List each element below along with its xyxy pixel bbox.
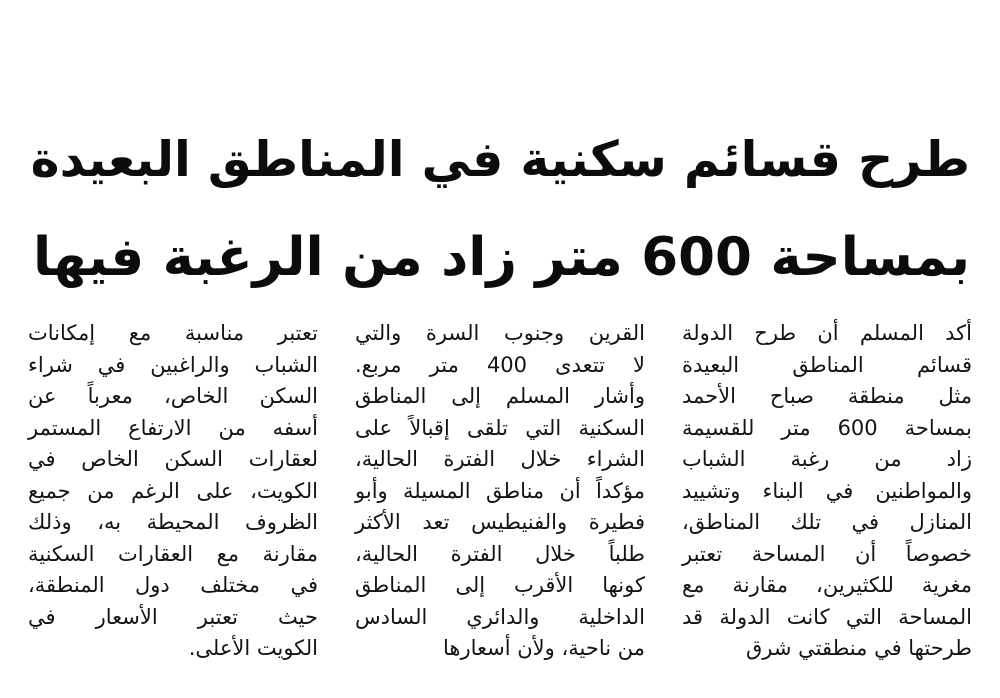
article-line: القرين وجنوب السرة والتي — [355, 321, 645, 345]
article-line: زاد من رغبة الشباب — [682, 447, 972, 471]
article-line: بمساحة 600 متر للقسيمة — [682, 415, 972, 440]
article-line: لعقارات السكن الخاص في — [28, 447, 318, 471]
article-line: الظروف المحيطة به، وذلك — [28, 510, 318, 534]
article-line: والمواطنين في البناء وتشييد — [682, 478, 972, 503]
article-line: من ناحية، ولأن أسعارها — [443, 636, 645, 660]
article-line: فطيرة والفنيطيس تعد الأكثر — [355, 510, 645, 534]
article-line: الكويت الأعلى. — [188, 636, 318, 660]
article-line: السكنية التي تلقى إقبالاً على — [355, 415, 645, 440]
article-column-3 — [28, 318, 318, 678]
article-line: طرحتها في منطقتي شرق — [745, 636, 972, 660]
article-line: الشباب والراغبين في شراء — [28, 352, 318, 377]
article-line: الداخلية والدائري السادس — [355, 604, 645, 629]
article-line: مؤكداً أن مناطق المسيلة وأبو — [355, 478, 645, 503]
article-line: مثل منطقة صباح الأحمد — [682, 384, 972, 408]
headline-line-2: بمساحة 600 متر زاد من الرغبة فيها — [32, 226, 970, 288]
article-line: في مختلف دول المنطقة، — [28, 573, 318, 597]
article-line: السكن الخاص، معرباً عن — [28, 384, 318, 408]
article-line: الكويت، على الرغم من جميع — [28, 478, 318, 503]
article-line: أسفه من الارتفاع المستمر — [28, 415, 318, 440]
article-line: خصوصاً أن المساحة تعتبر — [682, 541, 972, 566]
article-line: تعتبر مناسبة مع إمكانات — [28, 321, 318, 345]
headline-line-1: طرح قسائم سكنية في المناطق البعيدة — [30, 130, 970, 188]
article-line: كونها الأقرب إلى المناطق — [355, 573, 645, 597]
article-column-2 — [355, 318, 645, 678]
article-headline — [30, 111, 970, 307]
article-body — [28, 318, 972, 678]
article-line: طلباً خلال الفترة الحالية، — [355, 541, 645, 566]
article-line: المنازل في تلك المناطق، — [682, 510, 972, 534]
article-line: حيث تعتبر الأسعار في — [28, 604, 318, 629]
article-column-1 — [682, 318, 972, 678]
article-line: المساحة التي كانت الدولة قد — [682, 604, 972, 629]
article-line: مغرية للكثيرين، مقارنة مع — [682, 573, 972, 597]
article-line: وأشار المسلم إلى المناطق — [355, 384, 645, 408]
article-line: قسائم المناطق البعيدة — [682, 352, 972, 377]
article-line: لا تتعدى 400 متر مربع. — [355, 352, 645, 377]
article-line: الشراء خلال الفترة الحالية، — [355, 447, 645, 471]
article-line: مقارنة مع العقارات السكنية — [28, 541, 318, 566]
article-line: أكد المسلم أن طرح الدولة — [682, 321, 972, 345]
